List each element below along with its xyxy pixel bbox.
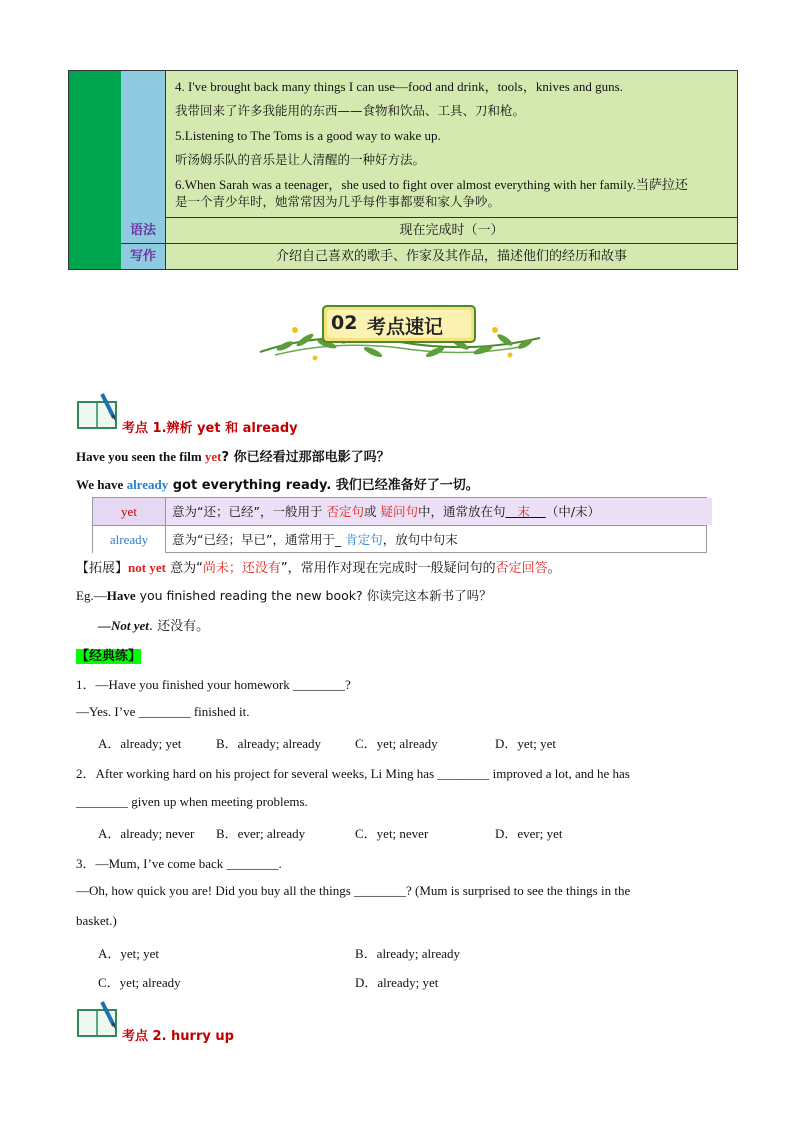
example-yet-post: ? 你已经看过那部电影了吗？: [221, 450, 390, 465]
example-already-highlight: already: [126, 477, 169, 492]
extension-end: 。: [547, 561, 561, 576]
compare-yet-hl2: 疑问句: [380, 504, 418, 519]
extension-mid1: 意为“: [165, 561, 203, 576]
grammar-label: 语法: [121, 218, 165, 243]
eg-post: you finished reading the new book? 你读完这本新书了吗？: [135, 588, 492, 603]
compare-already-text: [166, 526, 712, 553]
q2-option-d: D．ever; yet: [495, 826, 563, 841]
compare-already-text-b: ，放句中句末: [382, 532, 458, 547]
q3-option-a: A．yet; yet: [98, 946, 160, 961]
grammar-value: 现在完成时（一）: [166, 218, 737, 243]
extension-answer: 否定回答: [495, 561, 548, 576]
compare-yet-text-d: （中/末）: [545, 504, 601, 519]
sentence-6-en: 6.When Sarah was a teenager，she used to fight over almost everything with her family.当萨拉还: [175, 177, 688, 192]
sentence-5-cn: 听汤姆乐队的音乐是让人清醒的一种好方法。: [175, 152, 426, 167]
extension-example-answer: [98, 615, 209, 634]
banner-number: 02: [331, 312, 358, 334]
practice-header: [76, 645, 141, 664]
extension-note: [76, 557, 561, 576]
writing-value: 介绍自己喜欢的歌手、作家及其作品，描述他们的经历和故事: [166, 244, 737, 269]
compare-yet-text-c: 中，通常放在句: [417, 504, 506, 519]
question-2-line-2: ________ given up when meeting problems.: [76, 794, 308, 809]
q3-option-b: B．already; already: [355, 946, 461, 961]
section-banner: [255, 300, 545, 370]
sentence-4-cn: 我带回来了许多我能用的东西——食物和饮品、工具、刀和枪。: [175, 103, 526, 118]
compare-yet-text-a: 意为“还；已经”，一般用于: [172, 504, 327, 519]
practice-header-text: 【经典练】: [76, 649, 142, 664]
compare-yet-text: [166, 498, 712, 525]
question-2-line-1: 2．After working hard on his project for several weeks, Li Ming has ________ improved a lot, and he has: [76, 766, 630, 781]
question-3-line-1: 3．—Mum, I’ve come back ________.: [76, 856, 282, 871]
writing-label: 写作: [121, 244, 165, 269]
compare-yet-text-b: 或: [363, 504, 381, 519]
eg-pre: Eg.—: [76, 588, 107, 603]
q1-option-c: C．yet; already: [355, 736, 438, 751]
q1-option-d: D．yet; yet: [495, 736, 557, 751]
example-sentence-yet: [76, 446, 390, 465]
yet-already-comparison-table: [92, 497, 707, 553]
question-1-line-1: 1．—Have you finished your homework ________?: [76, 677, 351, 692]
question-3-line-3: basket.): [76, 913, 117, 928]
q2-option-c: C．yet; never: [355, 826, 429, 841]
example-already-pre: We have: [76, 477, 127, 492]
q2-option-a: A．already; never: [98, 826, 195, 841]
compare-yet-hl1: 否定句: [326, 504, 364, 519]
question-3-line-2: —Oh, how quick you are! Did you buy all the things ________? (Mum is surprised to see the things in the: [76, 883, 631, 898]
question-1-line-2: —Yes. I’ve ________ finished it.: [76, 704, 250, 719]
extension-mid2: ”，常用作对现在完成时一般疑问句的: [280, 561, 496, 576]
compare-already-text-a: 意为“已经；早已”，通常用于_: [172, 532, 346, 547]
sentence-6-cn: 是一个青少年时，她常常因为几乎每件事都要和家人争吵。: [175, 194, 501, 209]
summary-table: [68, 70, 738, 270]
extension-open: 【拓展】: [76, 561, 129, 576]
example-already-post: got everything ready. 我们已经准备好了一切。: [168, 478, 479, 493]
extension-meaning: 尚未；还没有: [202, 561, 281, 576]
eg-bold: Have: [106, 588, 136, 603]
compare-yet-label: yet: [93, 498, 166, 525]
q1-option-a: A．already; yet: [98, 736, 182, 751]
compare-already-hl: 肯定句: [345, 532, 383, 547]
ans-bold: —Not yet: [98, 618, 149, 633]
example-yet-highlight: yet: [204, 449, 222, 464]
q3-option-c: C．yet; already: [98, 975, 181, 990]
q3-option-d: D．already; yet: [355, 975, 439, 990]
banner-title: 考点速记: [367, 316, 444, 338]
q2-option-b: B．ever; already: [216, 826, 306, 841]
example-yet-pre: Have you seen the film: [76, 449, 205, 464]
sentence-5-en: 5.Listening to The Toms is a good way to wake up.: [175, 128, 441, 143]
ans-post: . 还没有。: [148, 619, 210, 634]
notebook-pen-icon: [76, 1000, 120, 1038]
q1-option-b: B．already; already: [216, 736, 322, 751]
sentence-4-en: 4. I've brought back many things I can use—food and drink，tools，knives and guns.: [175, 79, 623, 94]
compare-yet-hl3: 末: [517, 504, 530, 519]
extension-term: not yet: [128, 560, 166, 575]
table-category-column: [69, 71, 122, 269]
notebook-pen-icon: [76, 392, 120, 430]
compare-already-label: already: [93, 526, 166, 553]
point2-title: 考点 2. hurry up: [122, 1029, 234, 1044]
extension-example-question: [76, 586, 492, 604]
point1-title: 考点 1.辨析 yet 和 already: [122, 421, 298, 436]
example-sentence-already: [76, 474, 479, 493]
